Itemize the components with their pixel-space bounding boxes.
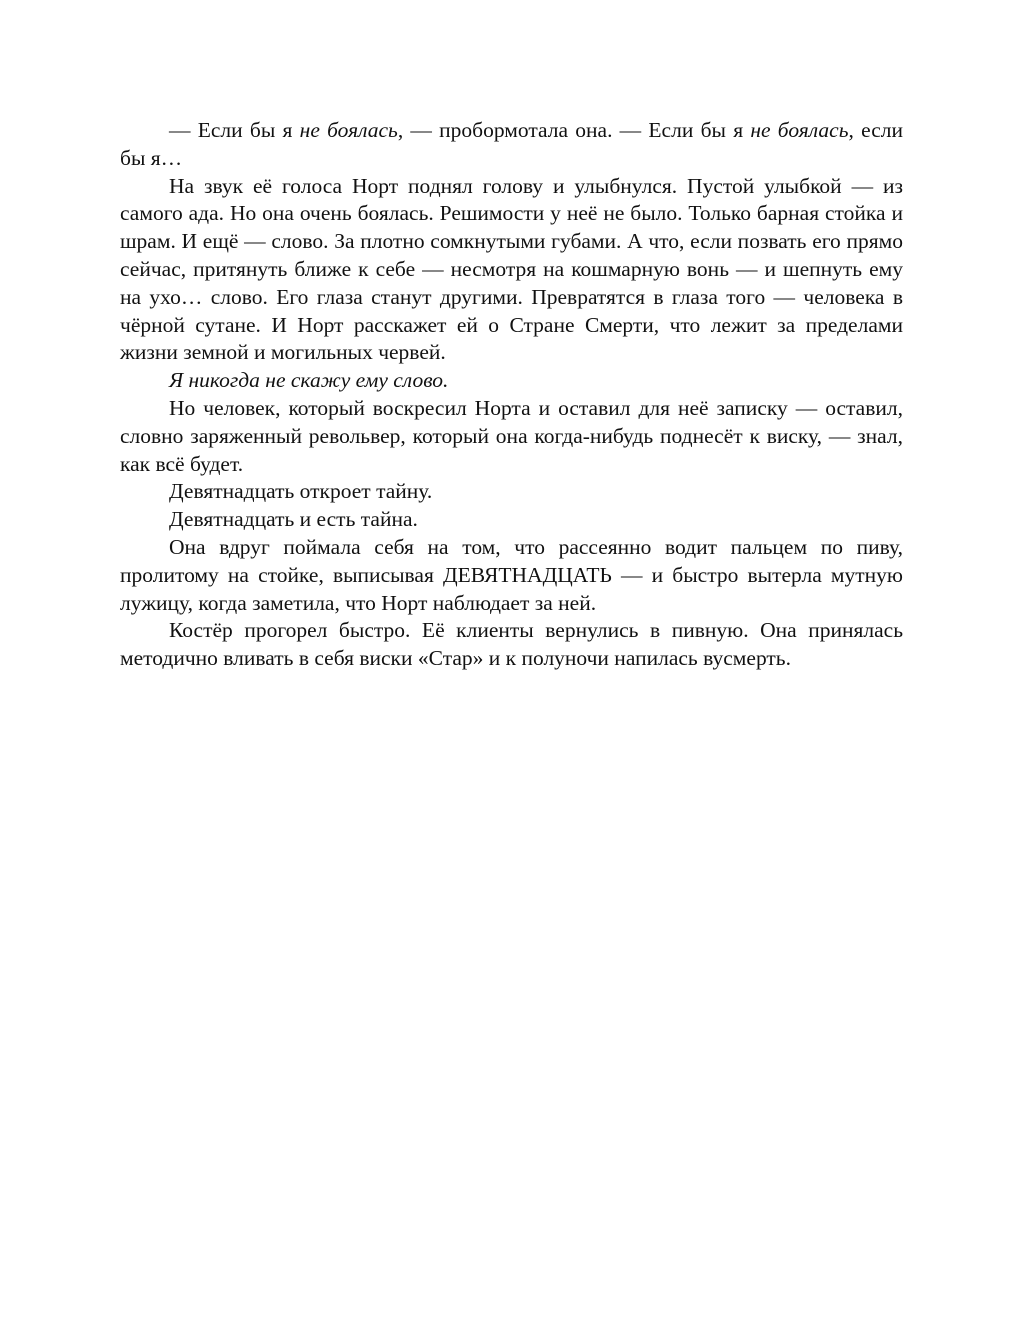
paragraph-8 bbox=[120, 617, 903, 673]
paragraph-3-italic: Я никогда не скажу ему слово. bbox=[169, 368, 449, 393]
paragraph-5 bbox=[120, 478, 903, 506]
paragraph-4 bbox=[120, 395, 903, 478]
paragraph-2-text: На звук её голоса Норт поднял голову и улыбнулся. Пустой улыбкой — из самого ада. Но она очень боялась. Решимости у неё не было. Только барная стойка и шрам. И ещё — слово. За плотно сомкнутыми губами. А что, если позвать его прямо сейчас, притянуть ближе к себе — несмотря на кошмарную вонь — и шепнуть ему на ухо… слово. Его глаза станут другими. Превратятся в глаза того — человека в чёрной сутане. И Норт расскажет ей о Стране Смерти, что лежит за пределами жизни земной и могильных червей. bbox=[120, 173, 903, 365]
paragraph-5-text: Девятнадцать откроет тайну. bbox=[169, 479, 433, 504]
paragraph-1-text: — Если бы я bbox=[169, 118, 300, 142]
paragraph-4-text: Но человек, который воскресил Норта и оставил для неё записку — оставил, словно заряженный револьвер, который она когда-нибудь поднесёт к виску, — знал, как всё будет. bbox=[120, 395, 903, 476]
paragraph-1-text-3: , если бы я… bbox=[120, 118, 903, 170]
paragraph-3 bbox=[120, 367, 903, 395]
paragraph-6-text: Девятнадцать и есть тайна. bbox=[169, 507, 418, 532]
document-page bbox=[120, 117, 903, 673]
paragraph-7 bbox=[120, 534, 903, 617]
paragraph-1-italic-1: не боялась bbox=[299, 118, 398, 142]
paragraph-8-text: Костёр прогорел быстро. Её клиенты вернулись в пивную. Она принялась методично вливать в себя виски «Стар» и к полуночи напилась вусмерть. bbox=[120, 618, 903, 671]
paragraph-1 bbox=[120, 117, 903, 173]
paragraph-1-italic-2: не боялась bbox=[750, 118, 849, 142]
paragraph-1-text-2: , — пробормотала она. — Если бы я bbox=[397, 118, 751, 142]
paragraph-2 bbox=[120, 173, 903, 368]
paragraph-7-text: Она вдруг поймала себя на том, что рассеянно водит пальцем по пиву, пролитому на стойке, выписывая ДЕВЯТНАДЦАТЬ — и быстро вытерла мутную лужицу, когда заметила, что Норт наблюдает за ней. bbox=[120, 534, 903, 615]
paragraph-6 bbox=[120, 506, 903, 534]
